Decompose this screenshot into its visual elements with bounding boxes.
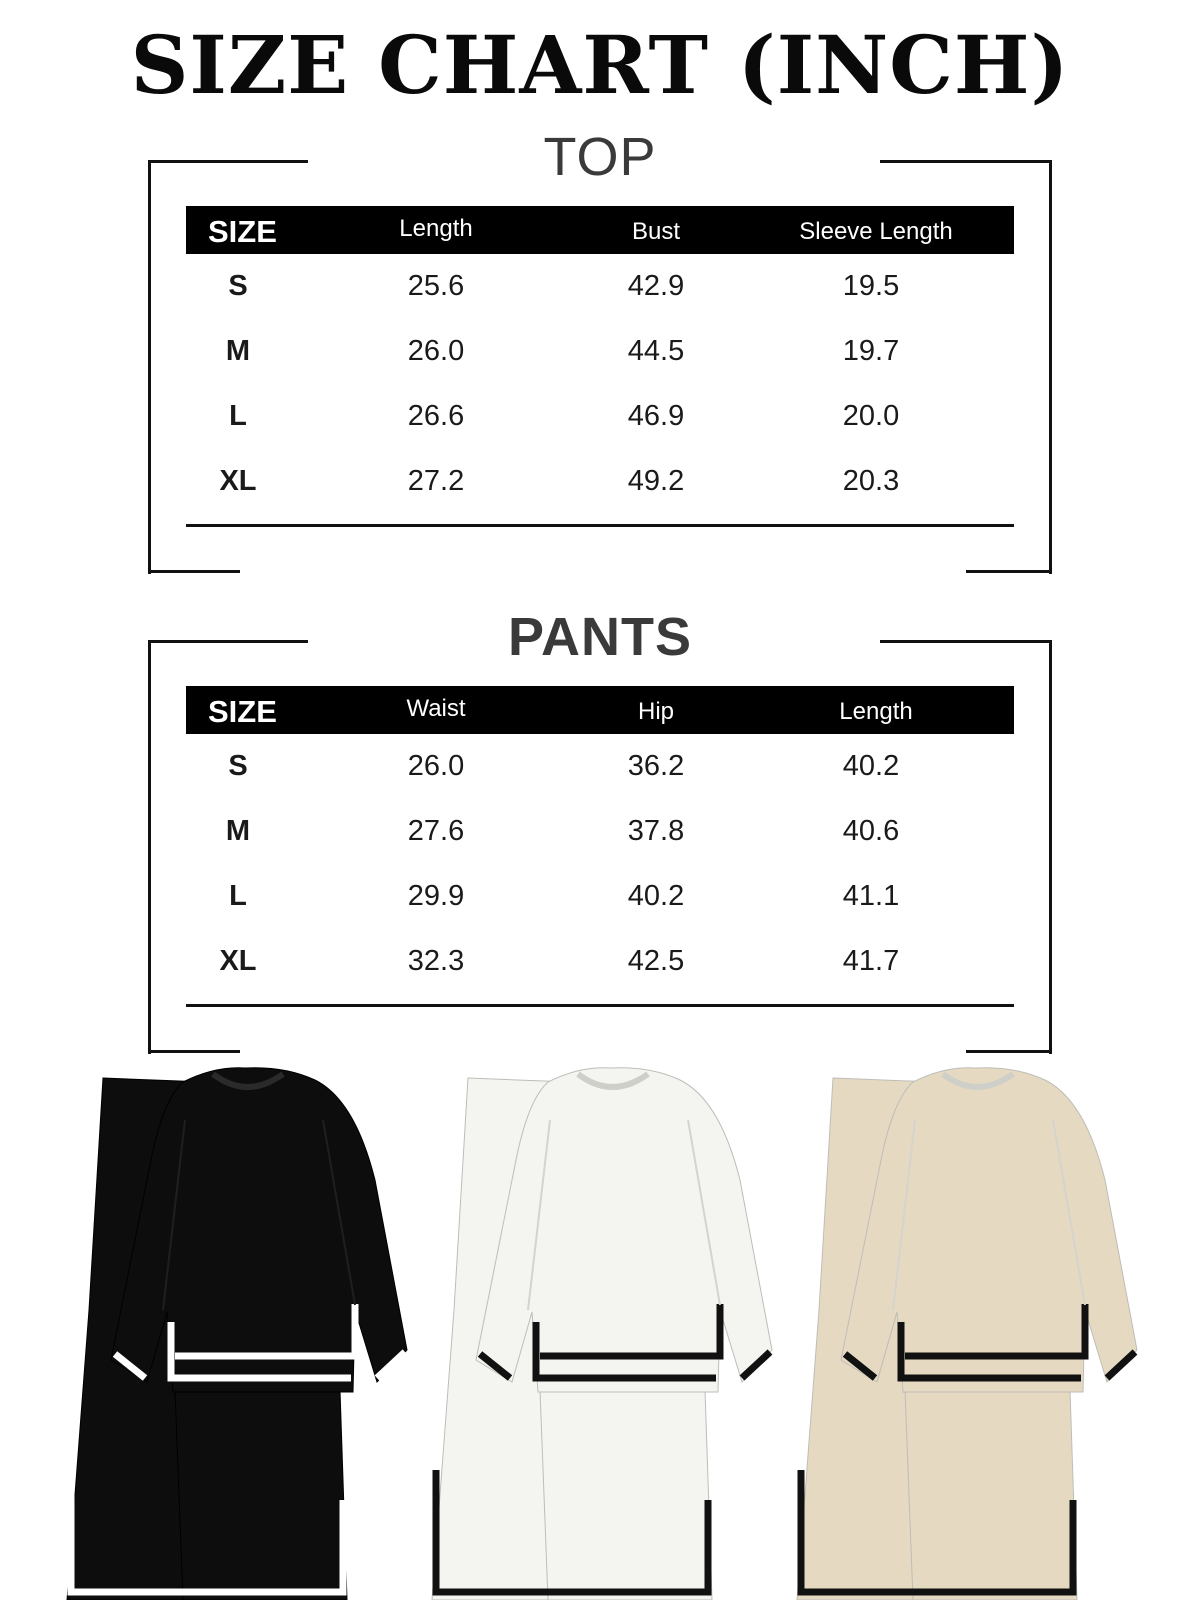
column-header: Length [839,698,913,725]
hip-cell: 37.8 [627,815,685,847]
table-row [186,384,1014,449]
size-cell: L [229,400,247,432]
length-cell: 41.7 [842,945,900,977]
frame-edge [1049,160,1052,574]
length-cell: 40.2 [842,750,900,782]
table-row [186,734,1014,799]
pants-size-section [148,607,1052,1054]
pants-heading: PANTS [500,607,700,667]
length-cell: 41.1 [842,880,900,912]
waist-cell: 32.3 [407,945,465,977]
column-header: Bust [631,218,681,245]
product-black [55,1060,435,1600]
size-cell: M [225,815,251,847]
pants-leg-right [175,1390,347,1600]
table-header [186,206,1014,254]
size-cell: M [225,335,251,367]
frame-corner [966,1050,1052,1053]
size-cell: L [229,880,247,912]
table-row [186,929,1014,994]
length-cell: 25.6 [407,270,465,302]
section-heading [148,606,1052,668]
top-size-table [186,206,1014,527]
column-header: Length [399,215,473,242]
outfit-illustration [420,1060,800,1600]
table-divider [186,1004,1014,1007]
table-header [186,686,1014,734]
pants-leg-right [540,1390,712,1600]
sleeve-length-cell: 20.3 [842,465,900,497]
hip-cell: 42.5 [627,945,685,977]
outfit-illustration [55,1060,435,1600]
column-header: Sleeve Length [799,218,953,245]
waist-cell: 27.6 [407,815,465,847]
product-beige [785,1060,1165,1600]
outfit-illustration [785,1060,1165,1600]
sleeve-length-cell: 20.0 [842,400,900,432]
frame-edge [1049,640,1052,1054]
bust-cell: 49.2 [627,465,685,497]
waist-cell: 26.0 [407,750,465,782]
size-cell: XL [219,465,257,497]
pants-size-table [186,686,1014,1007]
table-divider [186,524,1014,527]
hip-cell: 40.2 [627,880,685,912]
top-size-section [148,127,1052,574]
sleeve-length-cell: 19.7 [842,335,900,367]
frame-edge [148,160,151,574]
size-cell: S [228,270,248,302]
frame-corner [148,1050,240,1053]
product-images [0,1060,1200,1600]
column-header: Waist [406,695,466,722]
length-cell: 26.0 [407,335,465,367]
frame-edge [148,640,151,1054]
length-cell: 40.6 [842,815,900,847]
waist-cell: 29.9 [407,880,465,912]
bust-cell: 44.5 [627,335,685,367]
pants-leg-right [905,1390,1077,1600]
hip-cell: 36.2 [627,750,685,782]
table-row [186,319,1014,384]
length-cell: 27.2 [407,465,465,497]
column-header: Hip [637,698,674,725]
size-cell: XL [219,945,257,977]
bust-cell: 46.9 [627,400,685,432]
section-heading [148,126,1052,188]
size-cell: S [228,750,248,782]
table-row [186,864,1014,929]
column-header: SIZE [208,694,277,729]
table-row [186,799,1014,864]
table-row [186,449,1014,514]
frame-corner [966,570,1052,573]
page-title: SIZE CHART (INCH) [130,18,1070,112]
bust-cell: 42.9 [627,270,685,302]
top-heading: TOP [535,127,664,187]
length-cell: 26.6 [407,400,465,432]
frame-corner [148,570,240,573]
sleeve-length-cell: 19.5 [842,270,900,302]
column-header: SIZE [208,214,277,249]
product-white [420,1060,800,1600]
table-row [186,254,1014,319]
